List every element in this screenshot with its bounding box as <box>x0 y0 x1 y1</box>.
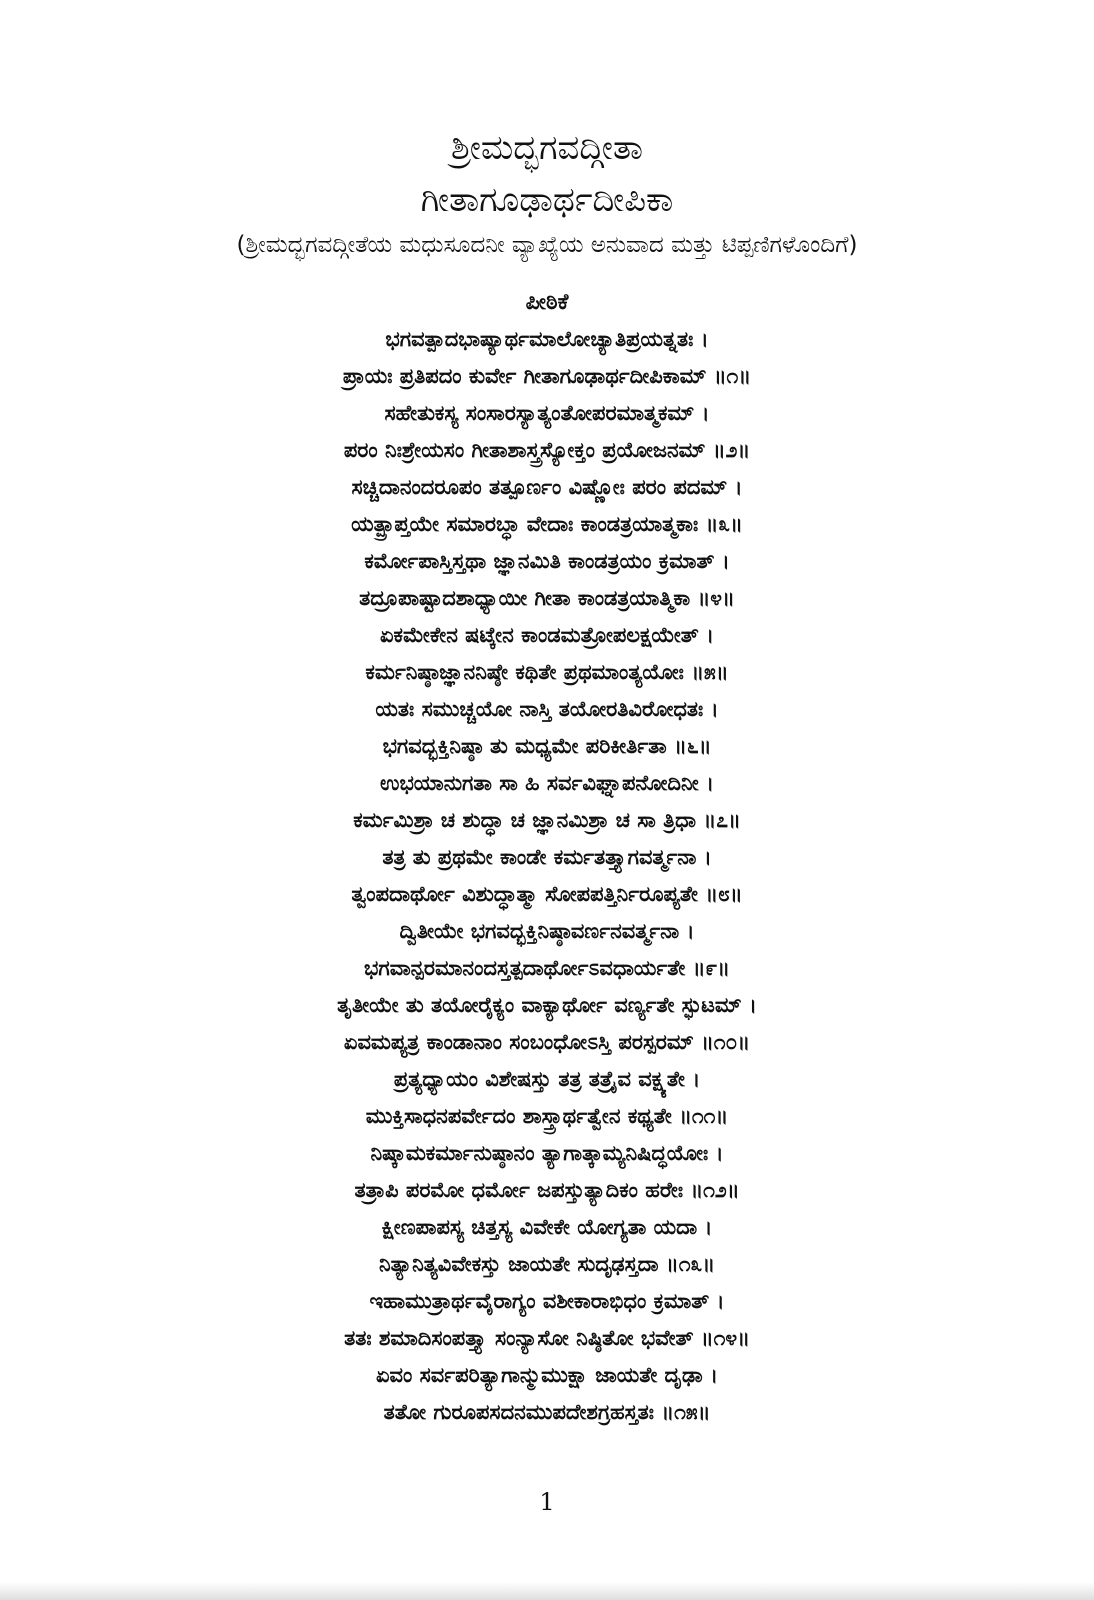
page-bottom-edge <box>0 1582 1094 1600</box>
verse-line: ಮುಕ್ತಿಸಾಧನಪರ್ವೇದಂ ಶಾಸ್ತ್ರಾರ್ಥತ್ವೇನ ಕಥ್ಯತೇ ॥೧೧॥ <box>365 1104 729 1128</box>
verse-line: ಏಕಮೇಕೇನ ಷಟ್ಕೇನ ಕಾಂಡಮತ್ರೋಪಲಕ್ಷಯೇತ್ । <box>380 623 714 647</box>
verse-line: ಕರ್ಮಮಿಶ್ರಾ ಚ ಶುದ್ಧಾ ಚ ಜ್ಞಾನಮಿಶ್ರಾ ಚ ಸಾ ತ್ರಿಧಾ ॥೭॥ <box>353 808 741 832</box>
section-heading: ಪೀಠಿಕೆ <box>525 290 569 315</box>
verse-line: ಏವಂ ಸರ್ವಪರಿತ್ಯಾಗಾನ್ಮುಮುಕ್ಷಾ ಜಾಯತೇ ದೃಢಾ । <box>376 1363 718 1387</box>
verse-line: ಕರ್ಮನಿಷ್ಠಾಜ್ಞಾನನಿಷ್ಠೇ ಕಥಿತೇ ಪ್ರಥಮಾಂತ್ಯಯೋಃ ॥೫॥ <box>365 660 729 684</box>
verse-line: ನಿತ್ಯಾನಿತ್ಯವಿವೇಕಸ್ತು ಜಾಯತೇ ಸುದೃಢಸ್ತದಾ ॥೧೩॥ <box>378 1252 716 1276</box>
verse-line: ಕ್ಷೀಣಪಾಪಸ್ಯ ಚಿತ್ತಸ್ಯ ವಿವೇಕೇ ಯೋಗ್ಯತಾ ಯದಾ । <box>381 1215 713 1239</box>
verse-line: ಕರ್ಮೋಪಾಸ್ತಿಸ್ತಥಾ ಜ್ಞಾನಮಿತಿ ಕಾಂಡತ್ರಯಂ ಕ್ರಮಾತ್ । <box>364 549 730 573</box>
verse-line: ಸಚ್ಚಿದಾನಂದರೂಪಂ ತತ್ಪೂರ್ಣಂ ವಿಷ್ಣೋಃ ಪರಂ ಪದಮ್ । <box>351 475 743 499</box>
page-number: 1 <box>539 1488 555 1516</box>
verse-line: ಇಹಾಮುತ್ರಾರ್ಥವೈರಾಗ್ಯಂ ವಶೀಕಾರಾಭಿಧಂ ಕ್ರಮಾತ್ । <box>369 1289 725 1313</box>
verse-line: ತದ್ರೂಪಾಷ್ಟಾದಶಾಧ್ಯಾಯೀ ಗೀತಾ ಕಾಂಡತ್ರಯಾತ್ಮಿಕಾ ॥೪॥ <box>359 586 735 610</box>
document-title: ಶ್ರೀಮದ್ಭಗವದ್ಗೀತಾ <box>450 128 644 168</box>
verse-line: ಭಗವತ್ಪಾದಭಾಷ್ಯಾರ್ಥಮಾಲೋಚ್ಯಾತಿಪ್ರಯತ್ನತಃ । <box>385 327 709 351</box>
verse-line: ತ್ವಂಪದಾರ್ಥೋ ವಿಶುದ್ಧಾತ್ಮಾ ಸೋಪಪತ್ತಿರ್ನಿರೂಪ್ಯತೇ ॥೮॥ <box>351 882 743 906</box>
verse-line: ಪ್ರಾಯಃ ಪ್ರತಿಪದಂ ಕುರ್ವೇ ಗೀತಾಗೂಢಾರ್ಥದೀಪಿಕಾಮ್ ॥೧॥ <box>342 364 752 388</box>
verse-list <box>0 321 1094 1431</box>
verse-line: ತತೋ ಗುರೂಪಸದನಮುಪದೇಶಗ್ರಹಸ್ತತಃ ॥೧೫॥ <box>383 1400 711 1424</box>
document-description: (ಶ್ರೀಮದ್ಭಗವದ್ಗೀತೆಯ ಮಧುಸೂದನೀ ವ್ಯಾಖ್ಯೆಯ ಅನುವಾದ ಮತ್ತು ಟಿಪ್ಪಣಿಗಳೊಂದಿಗೆ) <box>236 232 858 258</box>
verse-line: ದ್ವಿತೀಯೇ ಭಗವದ್ಭಕ್ತಿನಿಷ್ಠಾವರ್ಣನವರ್ತ್ಮನಾ । <box>399 919 695 943</box>
verse-line: ಏವಮಪ್ಯತ್ರ ಕಾಂಡಾನಾಂ ಸಂಬಂಧೋಽಸ್ತಿ ಪರಸ್ಪರಮ್ ॥೧೦॥ <box>343 1030 751 1054</box>
verse-line: ಪರಂ ನಿಃಶ್ರೇಯಸಂ ಗೀತಾಶಾಸ್ತ್ರಸ್ಯೋಕ್ತಂ ಪ್ರಯೋಜನಮ್ ॥೨॥ <box>343 438 751 462</box>
verse-line: ಭಗವದ್ಭಕ್ತಿನಿಷ್ಠಾ ತು ಮಧ್ಯಮೇ ಪರಿಕೀರ್ತಿತಾ ॥೬॥ <box>382 734 712 758</box>
verse-line: ಯತ್ಪ್ರಾಪ್ತಯೇ ಸಮಾರಬ್ಧಾ ವೇದಾಃ ಕಾಂಡತ್ರಯಾತ್ಮಕಾಃ ॥೩॥ <box>351 512 743 536</box>
verse-line: ಯತಃ ಸಮುಚ್ಚಯೋ ನಾಸ್ತಿ ತಯೋರತಿವಿರೋಧತಃ । <box>375 697 719 721</box>
verse-line: ಭಗವಾನ್ಪರಮಾನಂದಸ್ತತ್ಪದಾರ್ಥೋಽವಧಾರ್ಯತೇ ॥೯॥ <box>364 956 730 980</box>
verse-line: ಪ್ರತ್ಯಧ್ಯಾಯಂ ವಿಶೇಷಸ್ತು ತತ್ರ ತತ್ರೈವ ವಕ್ಷ್ಯತೇ । <box>393 1067 701 1091</box>
verse-line: ತತ್ರಾಪಿ ಪರಮೋ ಧರ್ಮೋ ಜಪಸ್ತುತ್ಯಾದಿಕಂ ಹರೇಃ ॥೧೨॥ <box>354 1178 740 1202</box>
document-subtitle: ಗೀತಾಗೂಢಾರ್ಥದೀಪಿಕಾ <box>420 180 674 220</box>
verse-line: ತತಃ ಶಮಾದಿಸಂಪತ್ತ್ಯಾ ಸಂನ್ಯಾಸೋ ನಿಷ್ಠಿತೋ ಭವೇತ್ ॥೧೪॥ <box>344 1326 750 1350</box>
verse-line: ಸಹೇತುಕಸ್ಯ ಸಂಸಾರಸ್ಯಾತ್ಯಂತೋಪರಮಾತ್ಮಕಮ್ । <box>384 401 710 425</box>
verse-line: ತೃತೀಯೇ ತು ತಯೋರೈಕ್ಯಂ ವಾಕ್ಯಾರ್ಥೋ ವರ್ಣ್ಯತೇ ಸ್ಫುಟಮ್ । <box>337 993 757 1017</box>
verse-line: ನಿಷ್ಕಾಮಕರ್ಮಾನುಷ್ಠಾನಂ ತ್ಯಾಗಾತ್ಕಾಮ್ಯನಿಷಿದ್ಧಯೋಃ । <box>370 1141 724 1165</box>
verse-line: ಉಭಯಾನುಗತಾ ಸಾ ಹಿ ಸರ್ವವಿಘ್ನಾಪನೋದಿನೀ । <box>380 771 714 795</box>
verse-line: ತತ್ರ ತು ಪ್ರಥಮೇ ಕಾಂಡೇ ಕರ್ಮತತ್ತ್ಯಾಗವರ್ತ್ಮನಾ । <box>382 845 712 869</box>
